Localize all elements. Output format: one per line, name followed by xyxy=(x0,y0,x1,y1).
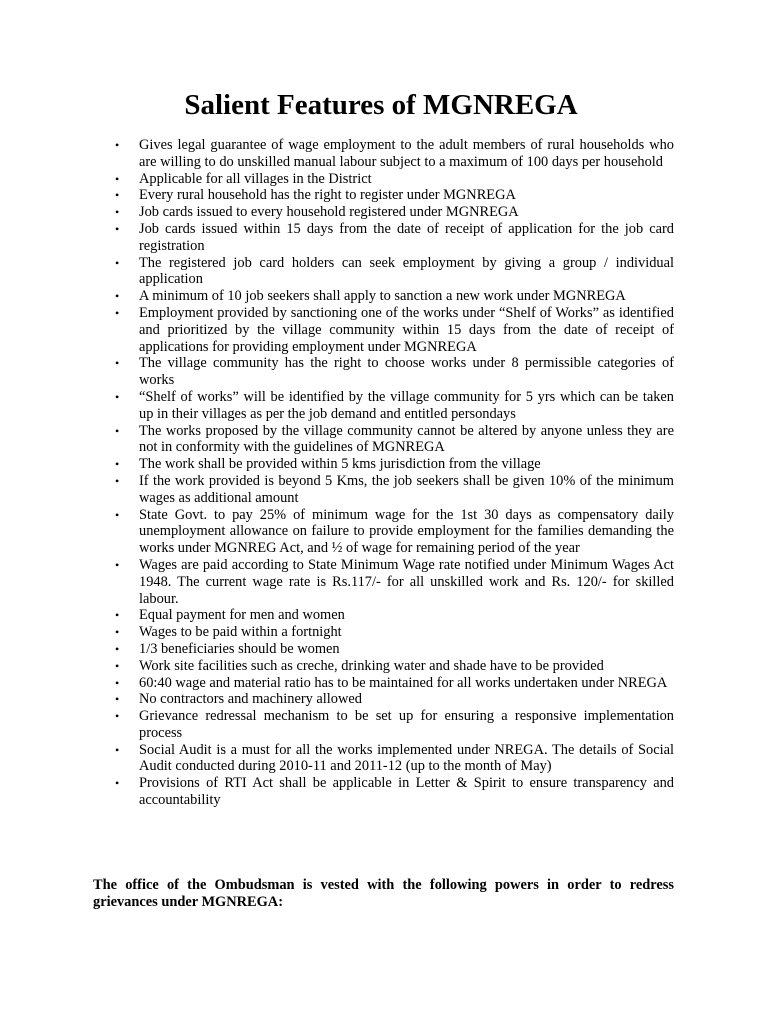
page-title: Salient Features of MGNREGA xyxy=(184,89,578,121)
bullet-icon: • xyxy=(115,608,120,623)
feature-list-item xyxy=(115,288,674,305)
feature-text: The work shall be provided within 5 kms jurisdiction from the village xyxy=(139,456,541,473)
feature-list-item xyxy=(115,422,674,457)
feature-text: No contractors and machinery allowed xyxy=(139,691,362,708)
feature-list-item xyxy=(115,187,674,204)
feature-list-item xyxy=(115,304,674,355)
feature-list-item xyxy=(115,220,674,255)
bullet-icon: • xyxy=(115,473,120,488)
bullet-icon: • xyxy=(115,171,120,186)
feature-text: Work site facilities such as creche, drinking water and shade have to be provided xyxy=(139,657,604,674)
feature-text: A minimum of 10 job seekers shall apply to sanction a new work under MGNREGA xyxy=(139,288,626,305)
feature-list-item xyxy=(115,624,674,641)
bullet-icon: • xyxy=(115,423,120,438)
feature-list-item xyxy=(115,506,674,557)
bullet-icon: • xyxy=(115,675,120,690)
feature-text: Social Audit is a must for all the works implemented under NREGA. The details of Social Audit conducted during 2010-11 and 2011-12 (up to the month of May) xyxy=(139,741,674,775)
feature-list-item xyxy=(115,674,674,692)
bullet-icon: • xyxy=(115,625,120,640)
feature-list-item xyxy=(115,137,674,171)
feature-text: Every rural household has the right to register under MGNREGA xyxy=(139,187,516,204)
bullet-icon: • xyxy=(115,658,120,673)
feature-text: The works proposed by the village community cannot be altered by anyone unless they are not in conformity with the guidelines of MGNREGA xyxy=(139,422,674,456)
feature-text: Wages to be paid within a fortnight xyxy=(139,624,342,641)
bullet-icon: • xyxy=(115,289,120,304)
feature-list-item xyxy=(115,456,674,473)
feature-list-item xyxy=(115,775,674,809)
features-list xyxy=(115,137,674,809)
bullet-icon: • xyxy=(115,776,120,791)
feature-text: Job cards issued to every household registered under MGNREGA xyxy=(139,204,519,221)
feature-text: If the work provided is beyond 5 Kms, the job seekers shall be given 10% of the minimum wages as additional amount xyxy=(139,472,674,506)
bullet-icon: • xyxy=(115,709,120,724)
feature-list-item xyxy=(115,657,674,675)
bullet-icon: • xyxy=(115,188,120,203)
feature-list-item xyxy=(115,254,674,289)
bullet-icon: • xyxy=(115,692,120,707)
feature-text: Provisions of RTI Act shall be applicable in Letter & Spirit to ensure transparency and accountability xyxy=(139,775,674,809)
bullet-icon: • xyxy=(115,205,120,220)
feature-list-item xyxy=(115,204,674,221)
feature-list-item xyxy=(115,708,674,742)
feature-text: 1/3 beneficiaries should be women xyxy=(139,640,340,657)
bullet-icon: • xyxy=(115,305,120,320)
feature-text: Wages are paid according to State Minimum Wage rate notified under Minimum Wages Act 1948. The current wage rate is Rs.117/- for all unskilled work and Rs. 120/- for skilled labour. xyxy=(139,556,674,607)
bullet-icon: • xyxy=(115,457,120,472)
feature-list-item xyxy=(115,170,674,188)
feature-text: Applicable for all villages in the District xyxy=(139,170,372,187)
closing-paragraph: The office of the Ombudsman is vested with the following powers in order to redress grievances under MGNREGA: xyxy=(93,877,674,910)
feature-text: “Shelf of works” will be identified by the village community for 5 yrs which can be taken up in their villages as per the job demand and entitled persondays xyxy=(139,388,674,422)
feature-list-item xyxy=(115,691,674,708)
feature-text: 60:40 wage and material ratio has to be maintained for all works undertaken under NREGA xyxy=(139,674,668,691)
feature-list-item xyxy=(115,640,674,658)
bullet-icon: • xyxy=(115,138,120,152)
feature-text: State Govt. to pay 25% of minimum wage for the 1st 30 days as compensatory daily unemployment allowance on failure to provide employment for the families demanding the works under MGNREG Act, and ½ of wage for remaining period of the year xyxy=(139,506,674,557)
feature-text: Grievance redressal mechanism to be set up for ensuring a responsive implementation process xyxy=(139,708,674,741)
feature-text: Employment provided by sanctioning one of the works under “Shelf of Works” as identified and prioritized by the village community within 15 days from the date of receipt of applications for providing employment under MGNREGA xyxy=(139,304,674,355)
feature-text: Gives legal guarantee of wage employment to the adult members of rural households who are willing to do unskilled manual labour subject to a maximum of 100 days per household xyxy=(139,137,674,170)
bullet-icon: • xyxy=(115,507,120,522)
bullet-icon: • xyxy=(115,557,120,572)
feature-text: Equal payment for men and women xyxy=(139,607,345,624)
feature-list-item xyxy=(115,355,674,389)
bullet-icon: • xyxy=(115,356,120,371)
feature-text: Job cards issued within 15 days from the date of receipt of application for the job card registration xyxy=(139,220,674,254)
bullet-icon: • xyxy=(115,742,120,757)
bullet-icon: • xyxy=(115,389,120,404)
feature-list-item xyxy=(115,388,674,423)
feature-list-item xyxy=(115,741,674,776)
feature-list-item xyxy=(115,607,674,624)
bullet-icon: • xyxy=(115,641,120,656)
bullet-icon: • xyxy=(115,255,120,270)
feature-text: The registered job card holders can seek employment by giving a group / individual application xyxy=(139,254,674,288)
bullet-icon: • xyxy=(115,221,120,236)
feature-list-item xyxy=(115,556,674,607)
feature-text: The village community has the right to choose works under 8 permissible categories of works xyxy=(139,355,674,389)
feature-list-item xyxy=(115,472,674,507)
